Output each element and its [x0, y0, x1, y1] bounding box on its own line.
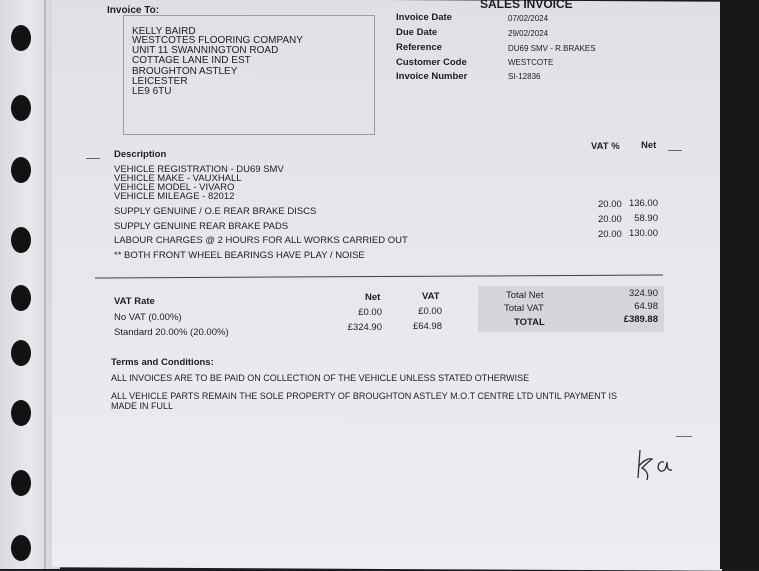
address-line: LE9 6TU [132, 86, 172, 97]
line-item-vat: 20.00 [598, 229, 622, 240]
invoice-number-label: Invoice Number [396, 71, 468, 82]
line-item-description: SUPPLY GENUINE / O.E REAR BRAKE DISCS [114, 206, 317, 217]
invoice-to-label: Invoice To: [107, 5, 160, 16]
line-item-net: 130.00 [628, 228, 658, 239]
punch-hole [11, 340, 31, 366]
terms-line: MADE IN FULL [111, 401, 174, 411]
customer-code-label: Customer Code [396, 57, 467, 68]
vat-rate-row-net: £324.90 [347, 322, 382, 333]
punch-hole [11, 535, 31, 561]
punch-hole [11, 157, 31, 183]
punch-hole [11, 285, 31, 311]
vehicle-registration: VEHICLE REGISTRATION - DU69 SMV [114, 164, 284, 175]
total-vat-value: 64.98 [634, 301, 658, 312]
due-date-label: Due Date [396, 27, 438, 38]
total-net-value: 324.90 [628, 288, 658, 299]
vat-pct-header: VAT % [591, 141, 620, 152]
invoice-number-value: SI-12836 [508, 72, 541, 81]
grand-total-value: £389.88 [623, 314, 658, 325]
margin-tick [676, 436, 692, 437]
vat-rate-row-vat: £64.98 [412, 321, 442, 332]
vat-rate-row-label: No VAT (0.00%) [114, 312, 182, 323]
line-item-description: SUPPLY GENUINE REAR BRAKE PADS [114, 221, 289, 232]
terms-line: ALL INVOICES ARE TO BE PAID ON COLLECTION OF THE VEHICLE UNLESS STATED OTHERWISE [111, 373, 530, 383]
invoice-date-label: Invoice Date [396, 12, 452, 23]
net-header: Net [641, 140, 657, 151]
vat-rate-row-net: £0.00 [358, 307, 382, 318]
customer-code-value: WESTCOTE [508, 58, 554, 67]
vehicle-model: VEHICLE MODEL - VIVARO [114, 182, 235, 193]
invoice-title: SALES INVOICE [480, 0, 573, 11]
reference-label: Reference [396, 42, 442, 53]
terms-heading: Terms and Conditions: [111, 357, 214, 368]
punch-hole [11, 470, 31, 496]
punch-hole [11, 227, 31, 253]
total-net-label: Total Net [506, 290, 544, 301]
vehicle-make: VEHICLE MAKE - VAUXHALL [114, 173, 242, 184]
due-date-value: 29/02/2024 [508, 29, 549, 38]
punch-hole [11, 95, 31, 121]
grand-total-label: TOTAL [514, 317, 545, 328]
reference-value: DU69 SMV - R.BRAKES [508, 44, 596, 53]
line-item-description: LABOUR CHARGES @ 2 HOURS FOR ALL WORKS CARRIED OUT [114, 235, 408, 246]
line-item-vat: 20.00 [598, 199, 622, 210]
punch-hole [11, 25, 31, 51]
address-line: UNIT 11 SWANNINGTON ROAD [132, 45, 279, 56]
line-item-vat: 20.00 [598, 214, 622, 225]
description-header: Description [114, 149, 167, 160]
vehicle-mileage: VEHICLE MILEAGE - 82012 [114, 191, 235, 202]
margin-tick [86, 158, 100, 159]
dark-background [720, 0, 759, 569]
margin-tick [668, 150, 682, 151]
line-item-net: 136.00 [628, 198, 658, 209]
vat-rate-row-label: Standard 20.00% (20.00%) [114, 327, 229, 338]
address-line: LEICESTER [132, 76, 188, 87]
address-line: BROUGHTON ASTLEY [132, 66, 238, 77]
handwritten-signature [634, 446, 680, 486]
vat-rate-header: VAT Rate [114, 296, 155, 307]
address-line: COTTAGE LANE IND EST [132, 55, 251, 66]
vat-summary-vat-header: VAT [422, 291, 440, 302]
vat-rate-row-vat: £0.00 [418, 306, 442, 317]
punch-hole [11, 400, 31, 426]
address-line: KELLY BAIRD [132, 26, 196, 37]
invoice-date-value: 07/02/2024 [508, 14, 549, 23]
plastic-sleeve-binding [0, 0, 60, 569]
vat-summary-net-header: Net [365, 292, 381, 303]
address-line: WESTCOTES FLOORING COMPANY [132, 35, 303, 46]
line-item-net: 58.90 [634, 213, 658, 224]
sleeve-seam [44, 0, 46, 569]
terms-line: ALL VEHICLE PARTS REMAIN THE SOLE PROPERTY OF BROUGHTON ASTLEY M.O.T CENTRE LTD UNTIL PAYMENT IS [111, 391, 617, 401]
total-vat-label: Total VAT [504, 303, 544, 314]
line-item-note: ** BOTH FRONT WHEEL BEARINGS HAVE PLAY / NOISE [114, 250, 365, 261]
